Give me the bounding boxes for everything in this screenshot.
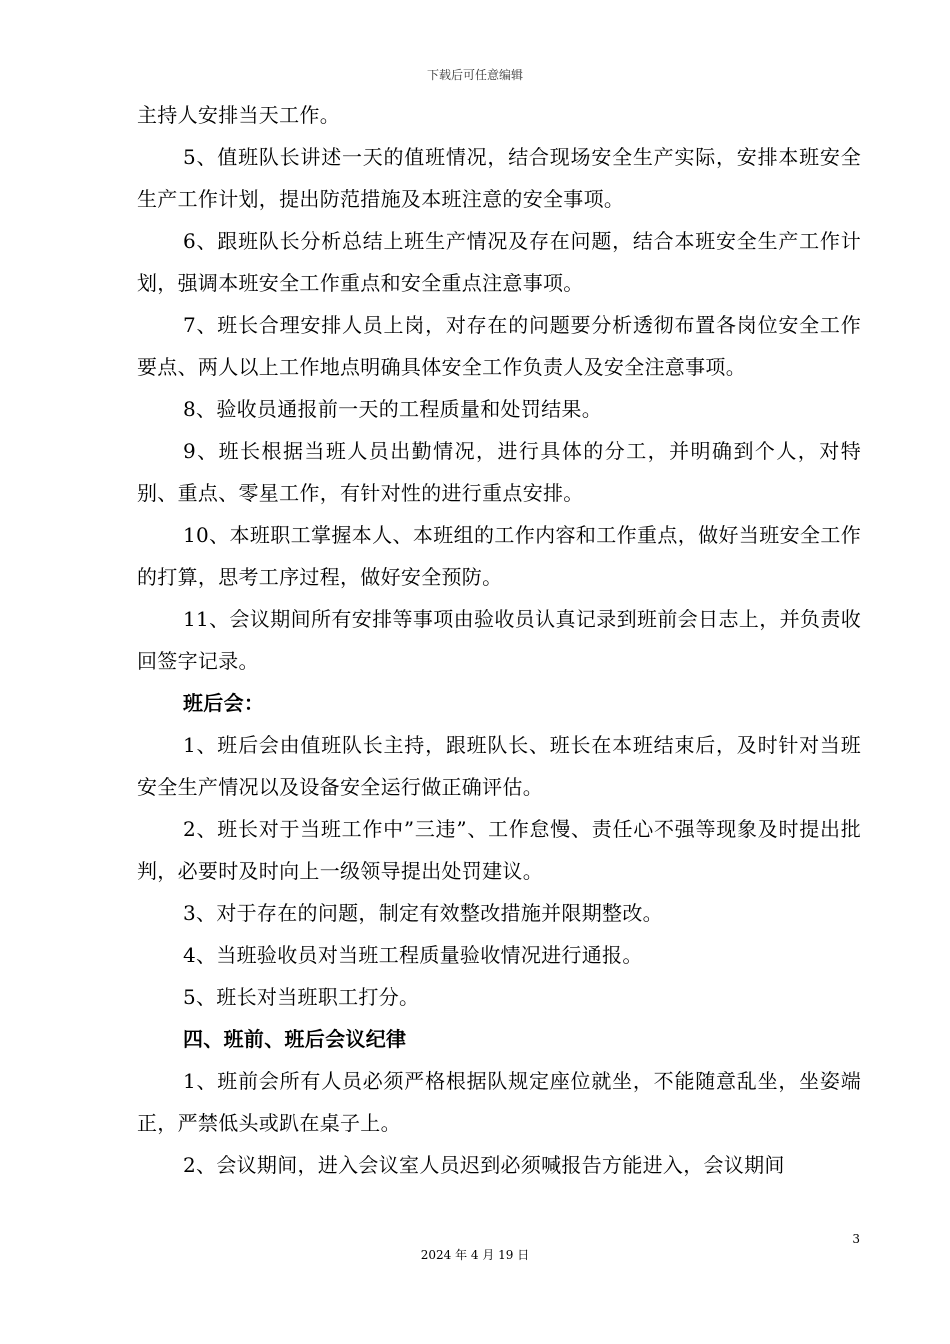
paragraph: 8、验收员通报前一天的工程质量和处罚结果。: [183, 397, 603, 421]
paragraph: 主持人安排当天工作。: [137, 103, 340, 127]
page-footer-date: 2024 年 4 月 19 日: [420, 1248, 530, 1262]
paragraph: 2、会议期间，进入会议室人员迟到必须喊报告方能进入，会议期间: [183, 1153, 785, 1177]
paragraph: 9、班长根据当班人员出勤情况，进行具体的分工，并明确到个人，对特别、重点、零星工作，有针对性的进行重点安排。: [137, 439, 861, 505]
paragraph: 1、班后会由值班队长主持，跟班队长、班长在本班结束后，及时针对当班安全生产情况以及设备安全运行做正确评估。: [137, 733, 861, 799]
paragraph: 11、会议期间所有安排等事项由验收员认真记录到班前会日志上，并负责收回签字记录。: [137, 607, 861, 673]
paragraph: 5、值班队长讲述一天的值班情况，结合现场安全生产实际，安排本班安全生产工作计划，提出防范措施及本班注意的安全事项。: [137, 145, 861, 211]
paragraph: 5、班长对当班职工打分。: [183, 985, 420, 1009]
page-header: 下载后可任意编辑: [426, 68, 523, 82]
page-number: 3: [852, 1232, 860, 1246]
body-text: [137, 94, 861, 1186]
paragraph: 10、本班职工掌握本人、本班组的工作内容和工作重点，做好当班安全工作的打算，思考工序过程，做好安全预防。: [137, 523, 861, 589]
paragraph: 1、班前会所有人员必须严格根据队规定座位就坐，不能随意乱坐，坐姿端正，严禁低头或趴在桌子上。: [137, 1069, 861, 1135]
paragraph: 6、跟班队长分析总结上班生产情况及存在问题，结合本班安全生产工作计划，强调本班安全工作重点和安全重点注意事项。: [137, 229, 861, 295]
paragraph: 2、班长对于当班工作中”三违”、工作怠慢、责任心不强等现象及时提出批判，必要时及时向上一级领导提出处罚建议。: [137, 817, 861, 883]
paragraph: 7、班长合理安排人员上岗，对存在的问题要分析透彻布置各岗位安全工作要点、两人以上工作地点明确具体安全工作负责人及安全注意事项。: [137, 313, 861, 379]
paragraph: 3、对于存在的问题，制定有效整改措施并限期整改。: [183, 901, 663, 925]
paragraph: 4、当班验收员对当班工程质量验收情况进行通报。: [183, 943, 643, 967]
section-heading: 四、班前、班后会议纪律: [183, 1027, 407, 1051]
section-heading: 班后会：: [183, 691, 265, 715]
